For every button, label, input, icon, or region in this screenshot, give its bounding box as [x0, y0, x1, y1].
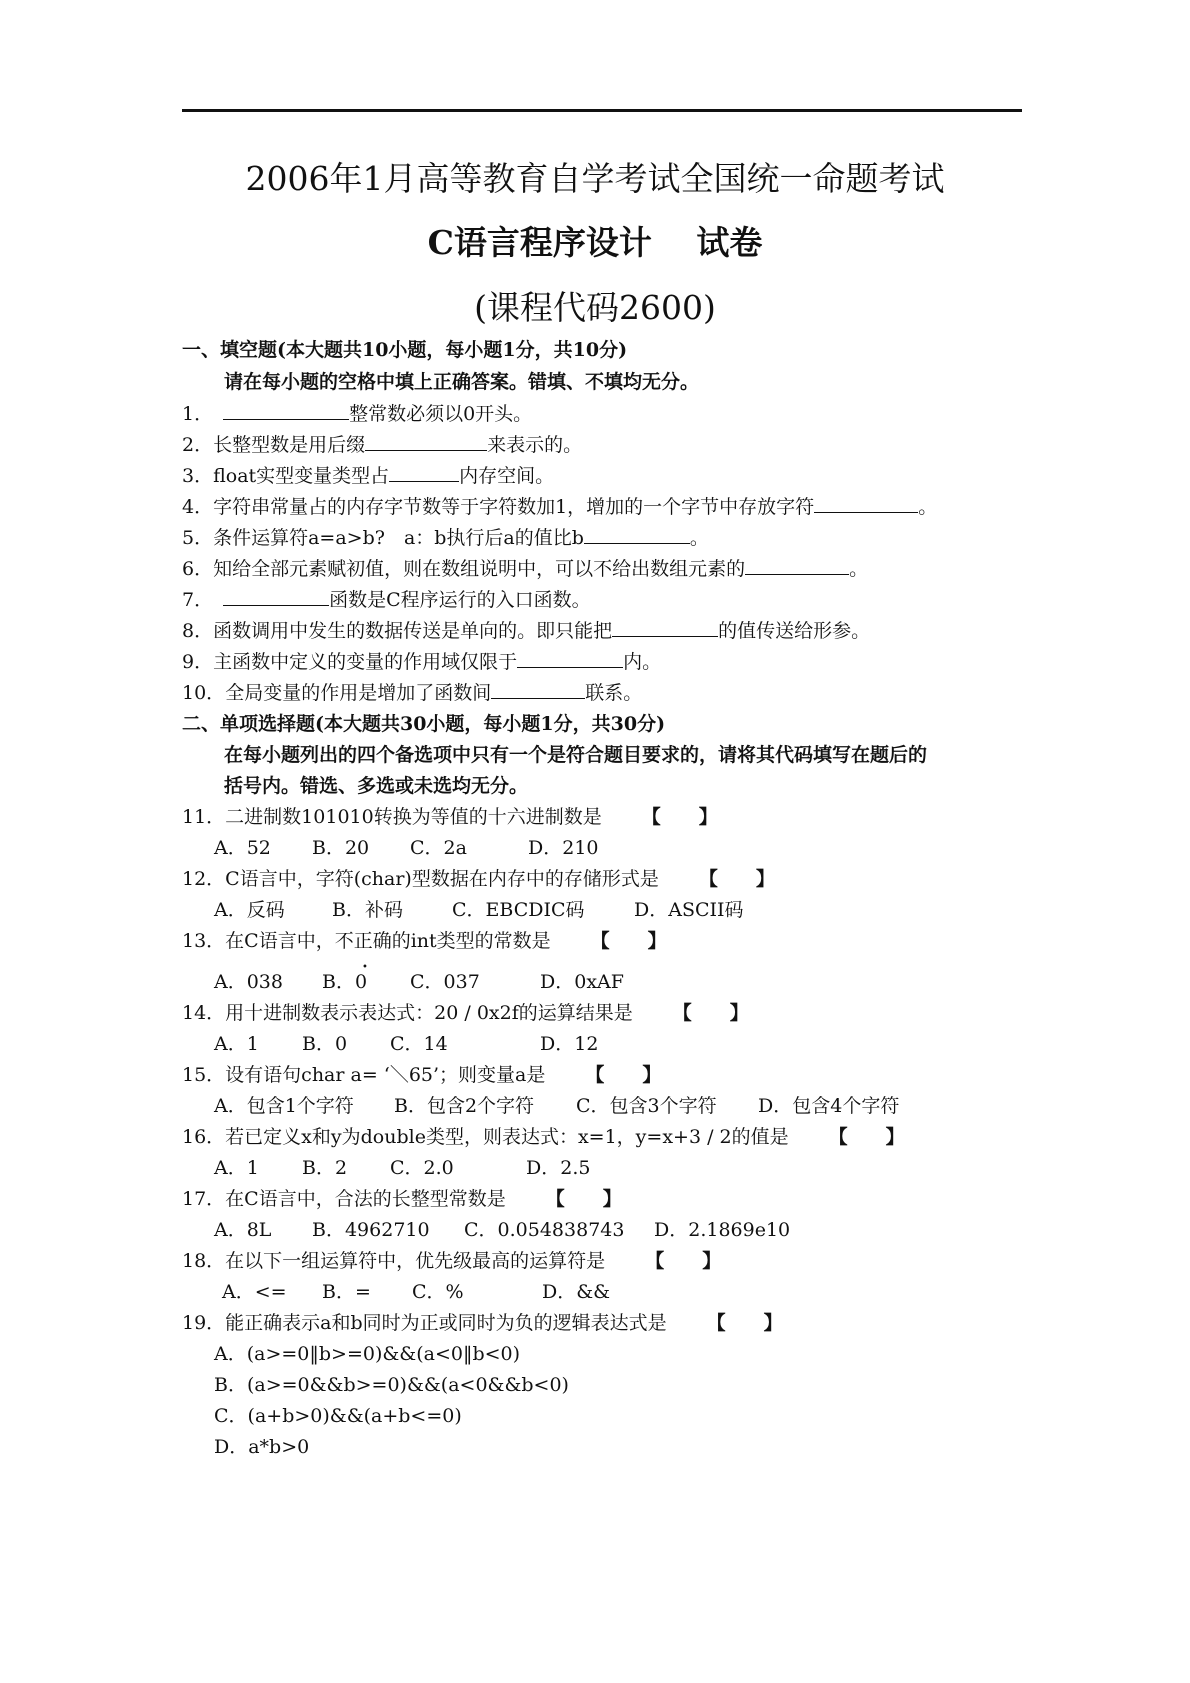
option-b[interactable]: B．4962710 [312, 1219, 430, 1241]
fill-question-3: 3．float实型变量类型占 内存空间。 [182, 465, 555, 487]
choice-question-17: 17．在C语言中，合法的长整型常数是 【 】 [182, 1188, 622, 1210]
fill-question-6: 6．知给全部元素赋初值，则在数组说明中，可以不给出数组元素的 。 [182, 558, 869, 580]
section1-heading: 一、填空题(本大题共10小题，每小题1分，共10分) [182, 339, 628, 361]
option-d[interactable]: D．2.1869e10 [654, 1219, 791, 1241]
option-b[interactable]: B．= [322, 1281, 371, 1303]
choice-question-11: 11．二进制数101010转换为等值的十六进制数是 【 】 [182, 806, 718, 828]
answer-bracket[interactable]: 【 】 [585, 1064, 662, 1086]
answer-blank[interactable] [745, 556, 849, 575]
option-d[interactable]: D．2.5 [526, 1157, 591, 1179]
choice-question-16: 16．若已定义x和y为double类型，则表达式：x=1，y=x+3 / 2的值是 【 】 [182, 1126, 905, 1148]
option-b[interactable]: B．补码 [332, 899, 403, 921]
option-c[interactable]: C．2.0 [390, 1157, 454, 1179]
exam-title: 2006年1月高等教育自学考试全国统一命题考试 [245, 159, 945, 198]
answer-blank[interactable] [814, 494, 918, 513]
fill-question-9: 9．主函数中定义的变量的作用域仅限于 内。 [182, 651, 662, 673]
option-a[interactable]: A．038 [214, 971, 283, 993]
option-a[interactable]: A．1 [214, 1033, 259, 1055]
option-a[interactable]: A．8L [214, 1219, 272, 1241]
answer-blank[interactable] [223, 401, 349, 420]
option-c[interactable]: C．2a [410, 837, 467, 859]
section2-instruction-line2: 括号内。错选、多选或未选均无分。 [224, 775, 529, 797]
course-code: (课程代码2600) [474, 288, 716, 327]
answer-blank[interactable] [517, 649, 623, 668]
emphasis-dot: • [362, 962, 368, 973]
options-16 [214, 1156, 590, 1180]
option-c[interactable]: C．包含3个字符 [576, 1095, 717, 1117]
option-c[interactable]: C．14 [390, 1033, 448, 1055]
option-c[interactable]: C．% [412, 1281, 464, 1303]
option-a[interactable]: A．包含1个字符 [214, 1095, 354, 1117]
options-15 [214, 1094, 899, 1118]
fill-question-4: 4．字符串常量占的内存字节数等于字符数加1，增加的一个字节中存放字符 。 [182, 496, 938, 518]
answer-blank[interactable] [491, 680, 585, 699]
section2-instruction-line1: 在每小题列出的四个备选项中只有一个是符合题目要求的，请将其代码填写在题后的 [224, 744, 928, 766]
paper-title: C语言程序设计 试卷 [427, 223, 763, 262]
option-b[interactable]: B．0 [322, 971, 368, 993]
answer-bracket[interactable]: 【 】 [706, 1312, 783, 1334]
answer-bracket[interactable]: 【 】 [828, 1126, 905, 1148]
options-12 [214, 898, 744, 922]
option-a[interactable]: A．1 [214, 1157, 259, 1179]
choice-question-19: 19．能正确表示a和b同时为正或同时为负的逻辑表达式是 【 】 [182, 1312, 783, 1334]
section1-instruction: 请在每小题的空格中填上正确答案。错填、不填均无分。 [224, 371, 700, 393]
option-a[interactable]: A．<= [222, 1281, 287, 1303]
option-c[interactable]: C．037 [410, 971, 480, 993]
choice-question-14: 14．用十进制数表示表达式：20 / 0x2f的运算结果是 【 】 [182, 1002, 749, 1024]
option-d[interactable]: D．0xAF [540, 971, 624, 993]
answer-blank[interactable] [389, 463, 459, 482]
fill-question-7: 7． 函数是C程序运行的入口函数。 [182, 589, 591, 611]
fill-question-10: 10．全局变量的作用是增加了函数间 联系。 [182, 682, 643, 704]
option-c[interactable]: C．(a+b>0)&&(a+b<=0) [214, 1405, 462, 1427]
option-b[interactable]: B．20 [312, 837, 370, 859]
answer-blank[interactable] [584, 525, 690, 544]
option-d[interactable]: D．a*b>0 [214, 1436, 310, 1458]
option-c[interactable]: C．EBCDIC码 [452, 899, 585, 921]
option-a[interactable]: A．52 [214, 837, 271, 859]
fill-question-5: 5．条件运算符a=a>b? a：b执行后a的值比b 。 [182, 527, 709, 549]
option-b[interactable]: B．包含2个字符 [394, 1095, 535, 1117]
choice-question-12: 12．C语言中，字符(char)型数据在内存中的存储形式是 【 】 [182, 868, 775, 890]
choice-question-18: 18．在以下一组运算符中，优先级最高的运算符是 【 】 [182, 1250, 722, 1272]
answer-blank[interactable] [223, 587, 329, 606]
header-rule [182, 109, 1022, 112]
answer-bracket[interactable]: 【 】 [645, 1250, 722, 1272]
options-11 [214, 836, 599, 860]
answer-bracket[interactable]: 【 】 [641, 806, 718, 828]
option-b[interactable]: B．0 [302, 1033, 348, 1055]
answer-blank[interactable] [612, 618, 718, 637]
option-b[interactable]: B．(a>=0&&b>=0)&&(a<0&&b<0) [214, 1374, 569, 1396]
option-c[interactable]: C．0.054838743 [464, 1219, 625, 1241]
options-13 [214, 970, 624, 994]
option-d[interactable]: D．&& [542, 1281, 611, 1303]
option-a[interactable]: A．(a>=0‖b>=0)&&(a<0‖b<0) [214, 1343, 521, 1365]
choice-question-15: 15．设有语句char a= ‘＼65’；则变量a是 【 】 [182, 1064, 662, 1086]
options-17 [214, 1218, 790, 1242]
option-d[interactable]: D．ASCII码 [634, 899, 744, 921]
fill-question-8: 8．函数调用中发生的数据传送是单向的。即只能把 的值传送给形参。 [182, 620, 871, 642]
options-18 [222, 1280, 610, 1304]
fill-question-2: 2．长整型数是用后缀 来表示的。 [182, 434, 583, 456]
answer-bracket[interactable]: 【 】 [698, 868, 775, 890]
option-a[interactable]: A．反码 [214, 899, 285, 921]
option-d[interactable]: D．210 [528, 837, 599, 859]
answer-bracket[interactable]: 【 】 [545, 1188, 622, 1210]
answer-blank[interactable] [365, 432, 487, 451]
section2-heading: 二、单项选择题(本大题共30小题，每小题1分，共30分) [182, 713, 666, 735]
option-d[interactable]: D．包含4个字符 [758, 1095, 900, 1117]
choice-question-13: 13．在C语言中，不正确的int类型的常数是 【 】 [182, 930, 667, 952]
answer-bracket[interactable]: 【 】 [590, 930, 667, 952]
fill-question-1: 1． 整常数必须以0开头。 [182, 403, 533, 425]
options-14 [214, 1032, 598, 1056]
option-d[interactable]: D．12 [540, 1033, 599, 1055]
option-b[interactable]: B．2 [302, 1157, 348, 1179]
answer-bracket[interactable]: 【 】 [672, 1002, 749, 1024]
